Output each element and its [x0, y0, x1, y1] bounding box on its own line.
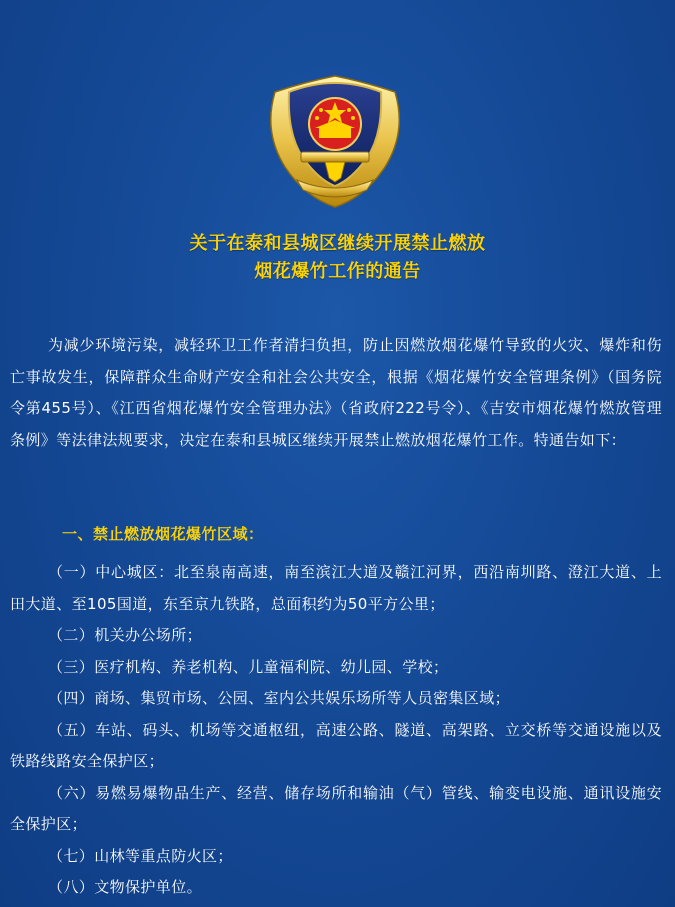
list-item: （一）中心城区：北至泉南高速，南至滨江大道及赣江河界，西沿南圳路、澄江大道、上田大道、至105国道，东至京九铁路，总面积约为50平方公里； — [10, 563, 662, 613]
notice-title-line1: 关于在泰和县城区继续开展禁止燃放 — [189, 233, 486, 254]
section-heading: 一、禁止燃放烟花爆竹区域： — [62, 525, 264, 543]
list-item: （三）医疗机构、养老机构、儿童福利院、幼儿园、学校； — [48, 657, 449, 676]
prohibited-area-list — [10, 557, 662, 904]
list-item: （二）机关办公场所； — [48, 626, 203, 644]
notice-title-line2: 烟花爆竹工作的通告 — [254, 261, 421, 282]
police-emblem-icon — [255, 62, 415, 212]
list-item: （八）文物保护单位。 — [48, 878, 203, 896]
list-item: （六）易燃易爆物品生产、经营、储存场所和输油（气）管线、输变电设施、通讯设施安全保护区； — [10, 783, 662, 833]
notice-intro-paragraph: 为减少环境污染，减轻环卫工作者清扫负担，防止因燃放烟花爆竹导致的火灾、爆炸和伤亡事故发生，保障群众生命财产安全和社会公共安全，根据《烟花爆竹安全管理条例》（国务院令第455号）、《江西省烟花爆竹安全管理办法》（省政府222号令）、《吉安市烟花爆竹燃放管理条例》等法律法规要求，决定在泰和县城区继续开展禁止燃放烟花爆竹工作。特通告如下： — [10, 336, 662, 449]
list-item: （五）车站、码头、机场等交通枢纽，高速公路、隧道、高架路、立交桥等交通设施以及铁路线路安全保护区； — [10, 720, 662, 770]
list-item: （七）山林等重点防火区； — [48, 846, 233, 865]
list-item: （四）商场、集贸市场、公园、室内公共娱乐场所等人员密集区域； — [48, 689, 511, 707]
